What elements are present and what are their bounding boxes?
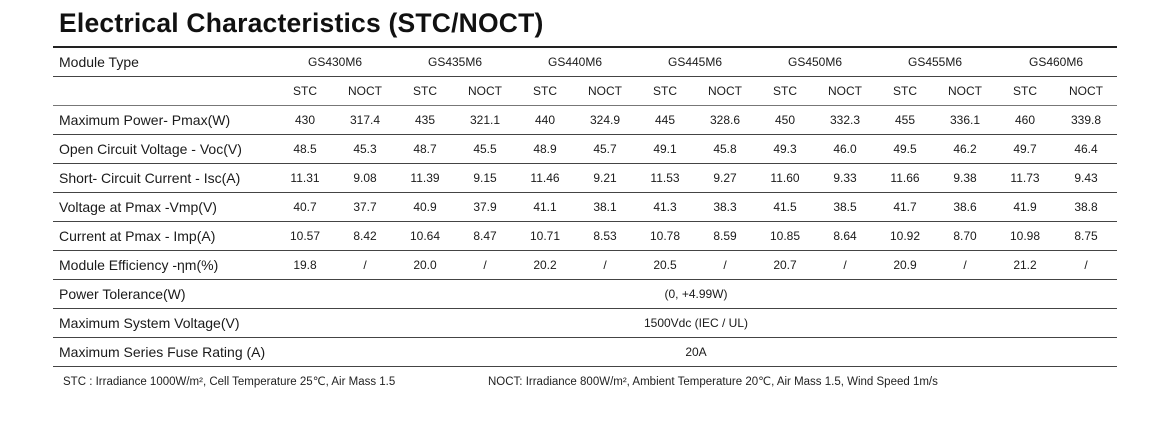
- model-name: GS440M6: [547, 55, 603, 69]
- stc-value: 10.71: [529, 229, 561, 243]
- stc-value: 11.39: [410, 171, 440, 185]
- noct-value: /: [483, 258, 487, 272]
- noct-value: 332.3: [829, 113, 861, 127]
- noct-value: 45.7: [593, 142, 617, 156]
- stc-value: 455: [894, 113, 916, 127]
- row-label: Maximum System Voltage(V): [59, 315, 240, 331]
- stc-value: 435: [414, 113, 436, 127]
- stc-value: 48.5: [293, 142, 317, 156]
- stc-label: STC: [1013, 84, 1037, 98]
- stc-value: 20.7: [773, 258, 797, 272]
- stc-value: 49.5: [893, 142, 917, 156]
- model-name: GS460M6: [1028, 55, 1084, 69]
- stc-value: 11.66: [890, 171, 920, 185]
- stc-value: 11.31: [290, 171, 320, 185]
- noct-value: /: [723, 258, 727, 272]
- stc-value: 20.2: [533, 258, 557, 272]
- noct-value: 46.4: [1074, 142, 1098, 156]
- noct-value: /: [1084, 258, 1088, 272]
- table-row: [53, 106, 1117, 135]
- row-label: Short- Circuit Current - Isc(A): [59, 170, 241, 186]
- stc-value: 450: [774, 113, 796, 127]
- stc-value: 10.57: [289, 229, 321, 243]
- noct-value: 9.27: [713, 171, 737, 185]
- noct-label: NOCT: [828, 84, 862, 98]
- noct-label: NOCT: [348, 84, 382, 98]
- stc-value: 20.5: [653, 258, 677, 272]
- noct-value: 9.43: [1074, 171, 1098, 185]
- row-label: Current at Pmax - Imp(A): [59, 228, 216, 244]
- noct-label: NOCT: [948, 84, 982, 98]
- stc-value: 49.1: [653, 142, 677, 156]
- noct-value: 45.8: [713, 142, 737, 156]
- stc-label: STC: [773, 84, 797, 98]
- noct-value: 317.4: [349, 113, 381, 127]
- row-label: Open Circuit Voltage - Voc(V): [59, 141, 242, 157]
- spanning-value: 1500Vdc (IEC / UL): [643, 316, 749, 330]
- noct-value: 8.47: [473, 229, 497, 243]
- noct-value: 46.0: [833, 142, 857, 156]
- noct-value: 9.21: [593, 171, 617, 185]
- model-name: GS450M6: [787, 55, 843, 69]
- noct-value: 9.38: [953, 171, 977, 185]
- stc-value: 445: [654, 113, 676, 127]
- table-row: [53, 338, 1117, 367]
- noct-value: 321.1: [469, 113, 501, 127]
- table-row: [53, 309, 1117, 338]
- noct-value: 339.8: [1070, 113, 1102, 127]
- condition-row: [53, 77, 1117, 106]
- stc-value: 10.78: [649, 229, 681, 243]
- stc-value: 11.46: [530, 171, 560, 185]
- stc-value: 41.9: [1013, 200, 1037, 214]
- stc-value: 10.64: [409, 229, 441, 243]
- stc-value: 19.8: [293, 258, 317, 272]
- noct-value: /: [363, 258, 367, 272]
- noct-value: 38.5: [833, 200, 857, 214]
- noct-value: 45.5: [473, 142, 497, 156]
- noct-value: 8.53: [593, 229, 617, 243]
- noct-value: 38.3: [713, 200, 737, 214]
- stc-value: 49.7: [1013, 142, 1037, 156]
- stc-value: 11.73: [1010, 171, 1040, 185]
- stc-value: 11.60: [770, 171, 800, 185]
- stc-note: STC : Irradiance 1000W/m², Cell Temperature 25℃, Air Mass 1.5: [63, 376, 396, 388]
- stc-value: 40.7: [293, 200, 317, 214]
- stc-value: 41.1: [533, 200, 557, 214]
- row-label: Power Tolerance(W): [59, 286, 186, 302]
- stc-label: STC: [413, 84, 437, 98]
- noct-label: NOCT: [1069, 84, 1103, 98]
- stc-value: 20.0: [413, 258, 437, 272]
- model-name: GS430M6: [307, 55, 363, 69]
- noct-label: NOCT: [588, 84, 622, 98]
- noct-value: 37.7: [353, 200, 377, 214]
- noct-value: /: [963, 258, 967, 272]
- table-row: [53, 164, 1117, 193]
- row-label: Maximum Series Fuse Rating (A): [59, 344, 266, 360]
- stc-value: 10.98: [1009, 229, 1041, 243]
- noct-value: 9.33: [833, 171, 857, 185]
- stc-value: 48.7: [413, 142, 437, 156]
- table-row: [53, 280, 1117, 309]
- stc-label: STC: [893, 84, 917, 98]
- noct-value: 46.2: [953, 142, 977, 156]
- noct-note: NOCT: Irradiance 800W/m², Ambient Temperature 20℃, Air Mass 1.5, Wind Speed 1m/s: [488, 376, 938, 388]
- stc-value: 41.3: [653, 200, 677, 214]
- stc-value: 49.3: [773, 142, 797, 156]
- stc-value: 41.5: [773, 200, 797, 214]
- noct-value: 38.1: [593, 200, 617, 214]
- stc-value: 41.7: [893, 200, 917, 214]
- stc-value: 48.9: [533, 142, 557, 156]
- noct-value: /: [603, 258, 607, 272]
- noct-value: 8.59: [713, 229, 737, 243]
- stc-value: 40.9: [413, 200, 437, 214]
- noct-value: 8.64: [833, 229, 857, 243]
- noct-value: 38.8: [1074, 200, 1098, 214]
- page-title: Electrical Characteristics (STC/NOCT): [59, 8, 544, 38]
- noct-label: NOCT: [708, 84, 742, 98]
- row-label: Maximum Power- Pmax(W): [59, 112, 231, 128]
- row-label: Module Efficiency -ηm(%): [59, 257, 219, 273]
- stc-value: 10.92: [889, 229, 921, 243]
- noct-value: 9.08: [353, 171, 377, 185]
- noct-value: 9.15: [473, 171, 497, 185]
- noct-value: 37.9: [473, 200, 497, 214]
- stc-label: STC: [653, 84, 677, 98]
- stc-label: STC: [293, 84, 317, 98]
- empty-label-cell: [53, 77, 275, 106]
- stc-value: 430: [294, 113, 316, 127]
- spec-table: [53, 46, 1117, 367]
- noct-value: 8.42: [353, 229, 377, 243]
- noct-value: 8.70: [953, 229, 977, 243]
- table-row: [53, 193, 1117, 222]
- stc-label: STC: [533, 84, 557, 98]
- table-row: [53, 135, 1117, 164]
- module-type-label: Module Type: [59, 54, 139, 70]
- stc-value: 20.9: [893, 258, 917, 272]
- table-row: [53, 251, 1117, 280]
- model-name: GS455M6: [907, 55, 963, 69]
- noct-value: /: [843, 258, 847, 272]
- noct-label: NOCT: [468, 84, 502, 98]
- noct-value: 8.75: [1074, 229, 1098, 243]
- noct-value: 324.9: [589, 113, 621, 127]
- spanning-value: 20A: [685, 345, 707, 359]
- spanning-value: (0, +4.99W): [664, 287, 728, 301]
- stc-value: 460: [1014, 113, 1036, 127]
- table-row: [53, 222, 1117, 251]
- stc-value: 11.53: [650, 171, 680, 185]
- stc-value: 21.2: [1013, 258, 1037, 272]
- noct-value: 336.1: [949, 113, 981, 127]
- row-label: Voltage at Pmax -Vmp(V): [59, 199, 217, 215]
- stc-value: 10.85: [769, 229, 801, 243]
- noct-value: 38.6: [953, 200, 977, 214]
- model-name: GS435M6: [427, 55, 483, 69]
- header-row: [53, 47, 1117, 77]
- noct-value: 328.6: [709, 113, 741, 127]
- noct-value: 45.3: [353, 142, 377, 156]
- model-name: GS445M6: [667, 55, 723, 69]
- stc-value: 440: [534, 113, 556, 127]
